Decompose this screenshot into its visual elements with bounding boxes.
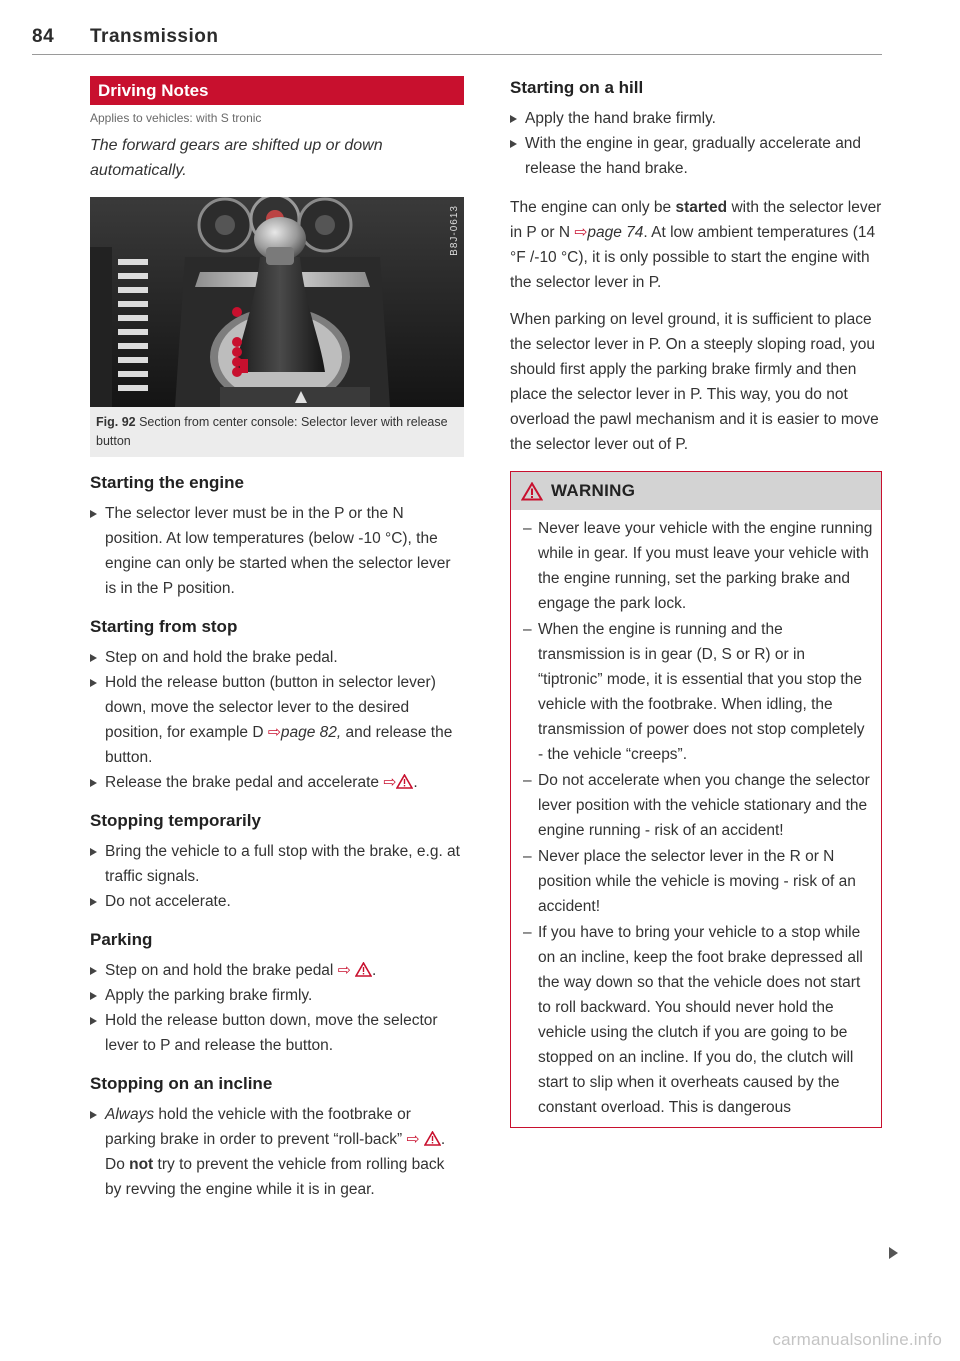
- section-banner: Driving Notes: [90, 76, 464, 105]
- page-reference[interactable]: page 74: [587, 224, 644, 241]
- heading-starting-from-stop: Starting from stop: [90, 617, 238, 636]
- continue-arrow-icon[interactable]: [889, 1247, 898, 1259]
- step: Step on and hold the brake pedal.: [90, 645, 464, 670]
- step: Do not accelerate.: [90, 889, 464, 914]
- left-column: [90, 76, 464, 1202]
- reference-arrow-icon: ⇨: [383, 774, 397, 791]
- warning-triangle-icon[interactable]: [396, 774, 413, 789]
- step: Hold the release button down, move the selector lever to P and release the button.: [90, 1008, 464, 1058]
- heading-parking: Parking: [90, 930, 153, 949]
- step: Bring the vehicle to a full stop with the brake, e.g. at traffic signals.: [90, 839, 464, 889]
- warning-triangle-icon: [521, 482, 543, 501]
- step: Apply the hand brake firmly.: [510, 106, 882, 131]
- selector-lever-illustration: [90, 197, 464, 407]
- heading-starting-engine: Starting the engine: [90, 473, 244, 492]
- step: Always hold the vehicle with the footbrake or parking brake in order to prevent “roll-back” ⇨ . Do not try to prevent the vehicle from rolling back by revving the engine while it is in gear.: [90, 1102, 464, 1202]
- heading-stopping-incline: Stopping on an incline: [90, 1074, 273, 1093]
- reference-arrow-icon: ⇨: [406, 1131, 420, 1148]
- warning-item: – If you have to bring your vehicle to a stop while on an incline, keep the foot brake depressed all the way down so that the vehicle does not start to roll backward. You should never hold the vehicle using the clutch if you are going to be stopped on an incline. If you do, the clutch will start to slip when it overheats caused by the constant overload. This is dangerous: [523, 924, 863, 1116]
- watermark: carmanualsonline.info: [772, 1330, 942, 1349]
- selector-lever-photo: [90, 197, 464, 407]
- warning-item: – Do not accelerate when you change the selector lever position with the vehicle stationary and the engine running - risk of an accident!: [523, 772, 870, 839]
- intro-text: The forward gears are shifted up or down automatically.: [90, 137, 383, 179]
- step: Step on and hold the brake pedal ⇨ .: [90, 958, 464, 983]
- warning-item: – When the engine is running and the transmission is in gear (D, S or R) or in “tiptronic” mode, it is essential that you stop the vehicle with the footbrake. When idling, the transmission of power does not stop completely - the vehicle “creeps”.: [523, 621, 865, 763]
- reference-arrow-icon: ⇨: [574, 224, 588, 241]
- reference-arrow-icon: ⇨: [337, 962, 351, 979]
- page-header: [32, 24, 882, 55]
- section-title: Transmission: [90, 26, 219, 47]
- warning-triangle-icon[interactable]: [424, 1131, 441, 1146]
- figure-caption-text: Section from center console: Selector lever with release button: [96, 415, 448, 448]
- warning-body: [511, 510, 881, 1127]
- page-reference[interactable]: page 82,: [280, 724, 342, 741]
- step: Apply the parking brake firmly.: [90, 983, 464, 1008]
- warning-box: [510, 471, 882, 1128]
- warning-title: WARNING: [551, 481, 636, 500]
- step: Release the brake pedal and accelerate ⇨ .: [90, 770, 464, 795]
- step: With the engine in gear, gradually accelerate and release the hand brake.: [510, 131, 882, 181]
- reference-arrow-icon: ⇨: [267, 724, 281, 741]
- paragraph-parking-level: When parking on level ground, it is sufficient to place the selector lever in P. On a steeply sloping road, you should first apply the parking brake firmly and then place the selector lever in P. This way, you do not overload the pawl mechanism and it is easier to move the selector lever out of P.: [510, 311, 879, 453]
- figure-label: Fig. 92: [96, 415, 136, 429]
- warning-item: – Never leave your vehicle with the engine running while in gear. If you must leave your vehicle with the engine running, set the parking brake and engage the park lock.: [523, 520, 873, 612]
- warning-triangle-icon[interactable]: [355, 962, 372, 977]
- warning-item: – Never place the selector lever in the R or N position while the vehicle is moving - risk of an accident!: [523, 848, 856, 915]
- heading-starting-hill: Starting on a hill: [510, 78, 644, 97]
- step: Hold the release button (button in selector lever) down, move the selector lever to the desired position, for example D ⇨page 82, and release the button.: [90, 670, 464, 770]
- step: The selector lever must be in the P or the N position. At low temperatures (below -10 °C), the engine can only be started when the selector lever is in the P position.: [90, 501, 464, 601]
- applies-note: Applies to vehicles: with S tronic: [90, 111, 262, 125]
- paragraph-start-lever: The engine can only be started with the selector lever in P or N ⇨page 74. At low ambient temperatures (14 °F /-10 °C), it is only possible to start the engine with the selector lever in P.: [510, 199, 882, 291]
- figure-92: [90, 197, 464, 457]
- heading-stopping-temporarily: Stopping temporarily: [90, 811, 261, 830]
- right-column: [510, 76, 882, 1128]
- page-number: 84: [32, 26, 55, 47]
- warning-header: [511, 472, 881, 510]
- figure-caption: [90, 407, 464, 457]
- figure-code: B8J-0613: [449, 205, 460, 256]
